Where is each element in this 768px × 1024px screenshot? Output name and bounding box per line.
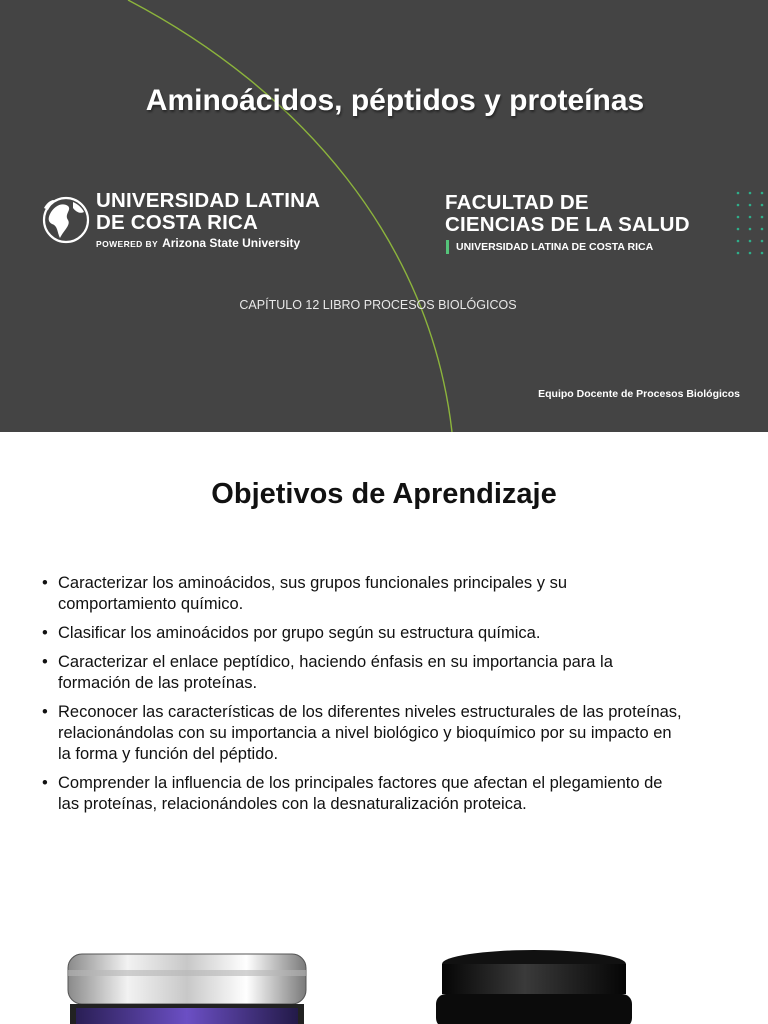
objective-item <box>42 623 732 644</box>
objective-line: Caracterizar los aminoácidos, sus grupos funcionales principales y su <box>58 574 567 592</box>
objectives-list <box>42 573 732 823</box>
objective-item <box>42 652 732 694</box>
globe-icon <box>40 192 92 248</box>
faculty-logo <box>445 192 690 236</box>
objective-line: la forma y función del péptido. <box>58 745 279 763</box>
objective-line: comportamiento químico. <box>58 595 244 613</box>
title-slide <box>0 0 768 432</box>
objective-item <box>42 573 732 615</box>
objective-line: Reconocer las características de los diferentes niveles estructurales de las proteínas, <box>58 703 682 721</box>
objective-line: Clasificar los aminoácidos por grupo según su estructura química. <box>58 624 541 642</box>
dot-pattern <box>734 190 768 256</box>
bullet-icon: • <box>42 574 48 592</box>
university-name-line2: DE COSTA RICA <box>96 211 259 234</box>
products-slide <box>0 864 768 1024</box>
objectives-slide <box>0 432 768 864</box>
objective-item <box>42 702 732 765</box>
objective-line: relacionándolas con su importancia a nivel biológico y bioquímico por su impacto en <box>58 724 672 742</box>
bullet-icon: • <box>42 653 48 671</box>
powered-by-name: Arizona State University <box>162 236 301 250</box>
powered-by <box>96 236 300 250</box>
university-logo <box>40 190 350 254</box>
powered-by-prefix: POWERED BY <box>96 239 159 249</box>
objective-item <box>42 773 732 815</box>
faculty-name-line1: FACULTAD DE <box>445 191 589 214</box>
chapter-subtitle: CAPÍTULO 12 LIBRO PROCESOS BIOLÓGICOS <box>239 298 517 312</box>
university-name-line1: UNIVERSIDAD LATINA <box>96 189 321 212</box>
protein-jar-black-image <box>436 948 632 1024</box>
objective-line: formación de las proteínas. <box>58 674 258 692</box>
faculty-name-line2: CIENCIAS DE LA SALUD <box>445 213 690 236</box>
bullet-icon: • <box>42 774 48 792</box>
team-credit: Equipo Docente de Procesos Biológicos <box>538 388 740 400</box>
bullet-icon: • <box>42 624 48 642</box>
objective-line: las proteínas, relacionándoles con la desnaturalización proteica. <box>58 795 527 813</box>
protein-jar-silver-image <box>66 950 308 1024</box>
objective-line: Comprender la influencia de los principales factores que afectan el plegamiento de <box>58 774 663 792</box>
objective-line: Caracterizar el enlace peptídico, haciendo énfasis en su importancia para la <box>58 653 613 671</box>
objectives-title: Objetivos de Aprendizaje <box>211 478 557 510</box>
bullet-icon: • <box>42 703 48 721</box>
faculty-subline: UNIVERSIDAD LATINA DE COSTA RICA <box>446 240 653 254</box>
presentation-title: Aminoácidos, péptidos y proteínas <box>145 84 645 117</box>
